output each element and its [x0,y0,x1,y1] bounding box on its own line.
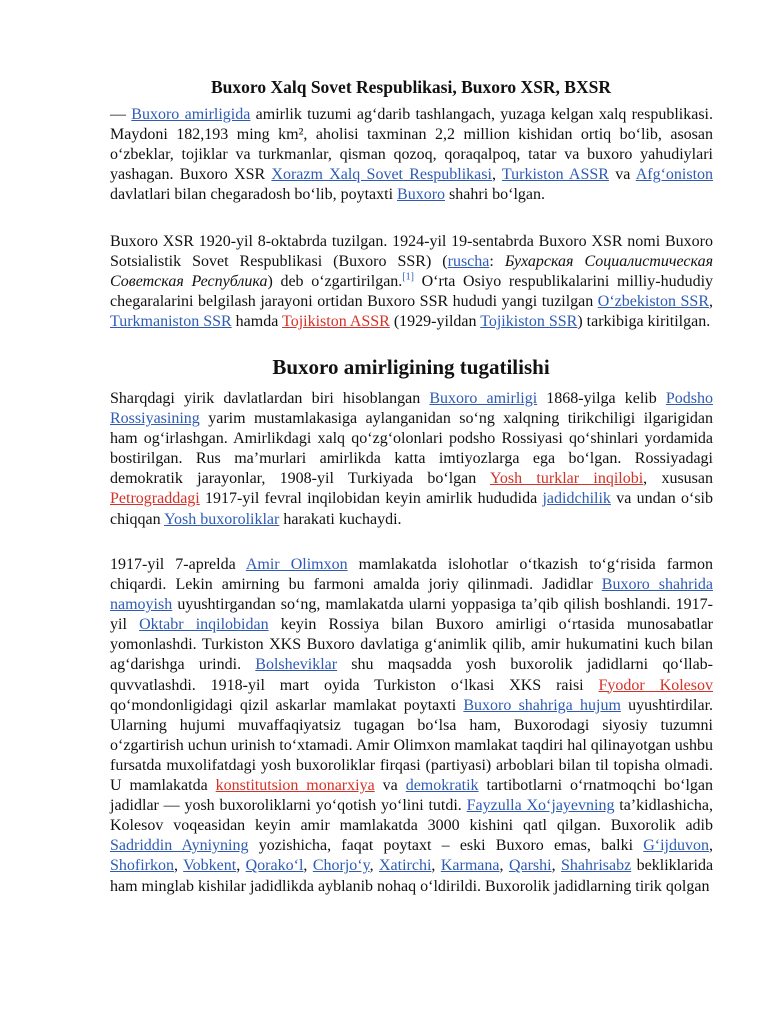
link-turkiston-assr[interactable]: Turkiston ASSR [501,166,609,184]
text-run: : [489,253,505,271]
section-heading: Buxoro amirligining tugatilishi [272,355,550,379]
link-turkmaniston-ssr[interactable]: Turkmaniston SSR [110,313,232,331]
text-run: tartibotlarni o‘rnatmoqchi bo‘lgan jadidlar — yosh buxoroliklarni yo‘qotish yo‘lini tutdi. [110,777,713,815]
link-gijduvon[interactable]: G‘ijduvon [643,837,709,855]
section-paragraph-2 [110,555,713,897]
link-buxoro-namoyish[interactable]: Buxoro shahrida namoyish [110,576,714,614]
text-run: , xususan [643,470,714,488]
link-xatirchi[interactable]: Xatirchi [379,857,432,875]
link-buxoro-hujum[interactable]: Buxoro shahriga hujum [463,696,621,714]
text-run: O‘rta Osiyo respublikalarini milliy-hududiy chegaralarini belgilash jarayoni ortidan Buxoro SSR hududi yangi tuzilgan [110,273,714,311]
text-run: shahri bo‘lgan. [445,186,546,204]
history-paragraph [110,232,713,332]
link-buxoro[interactable]: Buxoro [397,186,446,204]
link-amir-olimxon[interactable]: Amir Olimxon [245,556,348,573]
link-sadriddin-ayniy[interactable]: Sadriddin Ayniyning [110,837,249,855]
link-chorjoy[interactable]: Chorjo‘y [312,857,370,875]
link-yosh-turklar[interactable]: Yosh turklar inqilobi [489,470,644,488]
text-run: amirlik tuzumi ag‘darib tashlangach, yuzaga kelgan xalq respublikasi. Maydoni 182,193 ming km², aholisi taxminan 2,2 million kishidan ortiq bo‘lib, asosan o‘zbeklar, tojiklar va turkmanlar, qisman qozoq, qoraqalpoq, tatar va buxoro yahudiylari yashagan. Buxoro XSR [110,106,714,184]
text-run: yozishicha, faqat poytaxt – eski Buxoro emas, balki [248,837,644,855]
footnote-ref[interactable]: [1] [402,271,414,283]
text-run: , [709,837,713,855]
text-run: , [174,857,184,875]
link-vobkent[interactable]: Vobkent [183,857,237,875]
link-uzbekiston-ssr[interactable]: O‘zbekiston SSR [597,293,709,311]
link-yosh-buxoroliklar[interactable]: Yosh buxoroliklar [164,510,280,528]
text-run: harakati kuchaydi. [279,510,402,528]
text-run: , [499,857,509,875]
text-run: qo‘mondonligidagi qizil askarlar mamlakat poytaxti [110,696,464,714]
text-run: uyushtirdilar. Ularning hujumi muvaffaqiyatsiz tugagan bo‘lsa ham, Buxorodagi siyosiy tuzumni o‘zgartirish uchun urinish to‘xtamadi. Amir Olimxon mamlakat taqdiri hal qilinayotgan ushbu fursatda muxolifatdagi yosh buxoroliklar firqasi (partiyasi) arboblari bilan til topisha olmadi. U mamlakatda [110,696,714,795]
link-konstitutsion-monarxiya[interactable]: konstitutsion monarxiya [215,777,375,795]
text-run: shu maqsadda yosh buxorolik jadidlarni qo‘llab-quvvatlashdi. 1918-yil mart oyida Turkiston o‘lkasi XKS raisi [110,656,713,694]
section-paragraph-1 [110,389,713,530]
link-tojikiston-ssr[interactable]: Tojikiston SSR [480,313,578,331]
text-run: , [491,166,502,184]
link-bolsheviklar[interactable]: Bolsheviklar [255,656,338,674]
text-run: , [369,857,379,875]
text-run: (1929-yildan [389,313,481,331]
text-run: , [709,293,713,311]
link-podsho-rossiyasi[interactable]: Podsho Rossiyasining [110,390,714,428]
link-qarshi[interactable]: Qarshi [508,857,552,875]
text-run: bekliklarida ham minglab kishilar jadidlikda ayblanib nohaq o‘ldirildi. Buxorolik jadidlarning tirik qolgan [110,857,714,895]
text-run: va [608,166,636,184]
link-buxoro-amirligida[interactable]: Buxoro amirligida [131,106,251,123]
text-run: ) deb o‘zgartirilgan. [267,273,403,291]
text-run: 1868-yilga kelib [537,390,666,407]
text-run: davlatlari bilan chegaradosh bo‘lib, poytaxti [110,186,398,204]
link-demokratik[interactable]: demokratik [405,777,479,795]
link-petrograd[interactable]: Petrograddagi [110,490,200,508]
text-run: mamlakatda islohotlar o‘tkazish to‘g‘risida farmon chiqardi. Lekin amirning bu farmoni amalda joriy qilinmadi. Jadidlar [110,556,714,594]
link-buxoro-amirligi[interactable]: Buxoro amirligi [429,390,538,407]
text-run: , [236,857,246,875]
text-run: — [110,106,132,123]
link-jadidchilik[interactable]: jadidchilik [542,490,611,508]
link-qorakol[interactable]: Qorako‘l [245,857,304,875]
text-run: hamda [231,313,283,331]
link-tojikiston-assr[interactable]: Tojikiston ASSR [282,313,390,331]
link-shofirkon[interactable]: Shofirkon [110,857,174,875]
text-run: 1917-yil fevral inqilobidan keyin amirlik hududida [199,490,543,508]
text-run: yarim mustamlakasiga aylanganidan so‘ng xalqning tirikchiligi ilgarigidan ham og‘irlashgan. Amirlikdagi xalq qo‘zg‘olonlari podsho Rossiyasi qo‘shinlari yordamida bostirilgan. Rus ma’murlari amirlikda katta imtiyozlarga ega bo‘lgan. Rossiyadagi demokratik jarayonlar, 1908-yil Turkiyada bo‘lgan [110,410,713,488]
text-run: 1917-yil 7-aprelda [110,556,246,573]
link-afgoniston[interactable]: Afg‘oniston [635,166,714,184]
text-run: Buxoro XSR 1920-yil 8-oktabrda tuzilgan. 1924-yil 19-sentabrda Buxoro XSR nomi Buxoro Sotsialistik Sovet Respublikasi (Buxoro SSR) ( [110,233,713,271]
text-run: , [551,857,562,875]
text-run: va undan o‘sib chiqqan [110,490,713,528]
link-karmana[interactable]: Karmana [440,857,500,875]
link-fyodor-kolesov[interactable]: Fyodor Kolesov [598,676,713,694]
text-run: , [431,857,441,875]
link-ruscha[interactable]: ruscha [447,253,490,271]
text-run: keyin Rossiya bilan Buxoro amirligi o‘rtasida munosabatlar yomonlashdi. Turkiston XKS Buxoro davlatiga g‘animlik qilib, amir hukumatini kuch bilan ag‘darishga urindi. [110,616,714,674]
link-fayzulla-xojayev[interactable]: Fayzulla Xo‘jayevning [466,797,615,815]
text-run: ta’kidlashicha, Kolesov voqeasidan keyin amir mamlakatda 3000 kishini qatl qilgan. Buxorolik adib [110,797,713,835]
text-run: ) tarkibiga kiritilgan. [577,313,711,331]
link-oktabr-inqilobi[interactable]: Oktabr inqilobidan [139,616,269,634]
text-run: , [303,857,313,875]
text-run: uyushtirgandan so‘ng, mamlakatda ularni yoppasiga ta’qib qilish boshlandi. 1917-yil [110,596,713,634]
russian-name: Бухарская Социалистическая Советская Республика [110,253,714,291]
intro-paragraph [110,105,713,205]
text-run: va [374,777,406,795]
link-shahrisabz[interactable]: Shahrisabz [561,857,632,875]
text-run: Sharqdagi yirik davlatlardan biri hisoblangan [110,390,430,407]
page-title: Buxoro Xalq Sovet Respublikasi, Buxoro XSR, BXSR [210,77,611,97]
link-xorazm-xsr[interactable]: Xorazm Xalq Sovet Respublikasi [271,166,492,184]
